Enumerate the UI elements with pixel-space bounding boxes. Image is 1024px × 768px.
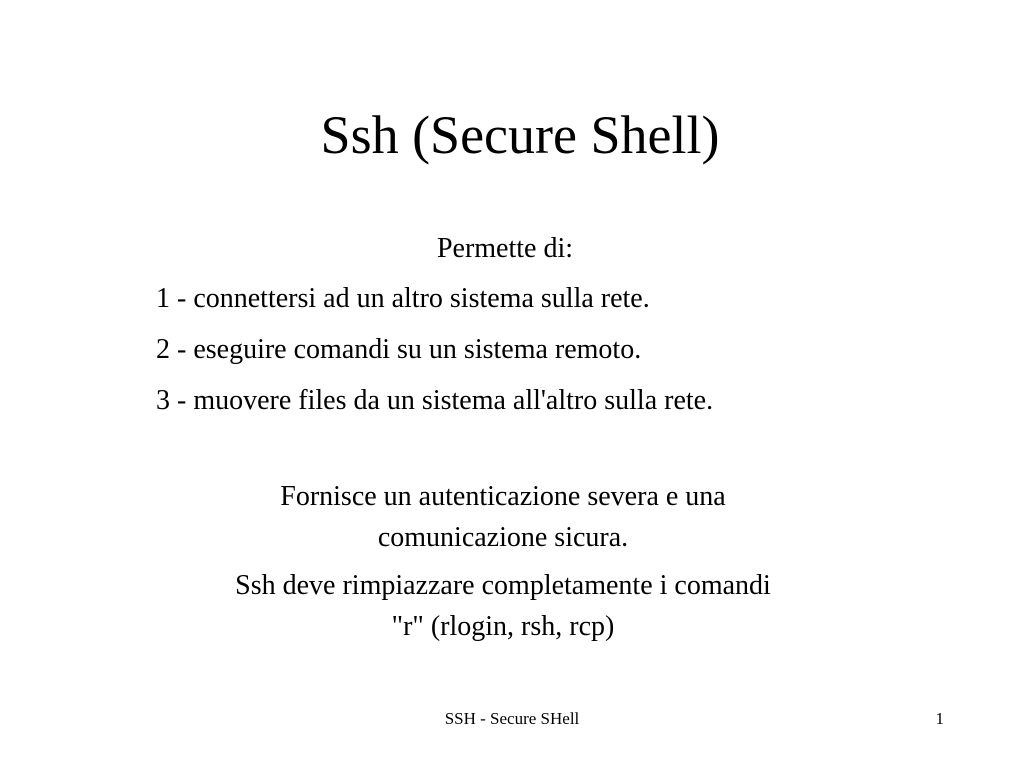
authentication-paragraph xyxy=(0,476,1006,558)
paragraph-line: Fornisce un autenticazione severa e una xyxy=(280,481,726,512)
list-item: 2 - eseguire comandi su un sistema remoto. xyxy=(156,334,642,365)
paragraph-line: "r" (rlogin, rsh, rcp) xyxy=(391,611,615,642)
page-number: 1 xyxy=(935,709,944,728)
feature-list xyxy=(156,279,896,432)
slide-title: Ssh (Secure Shell) xyxy=(320,105,720,165)
list-item: 3 - muovere files da un sistema all'altro sulla rete. xyxy=(156,385,714,416)
list-item: 1 - connettersi ad un altro sistema sulla rete. xyxy=(156,283,650,314)
intro-text: Permette di: xyxy=(436,233,574,264)
paragraph-line: Ssh deve rimpiazzare completamente i comandi xyxy=(235,570,771,601)
footer-title: SSH - Secure SHell xyxy=(444,709,580,728)
replacement-paragraph xyxy=(0,565,1006,647)
paragraph-line: comunicazione sicura. xyxy=(377,522,629,553)
